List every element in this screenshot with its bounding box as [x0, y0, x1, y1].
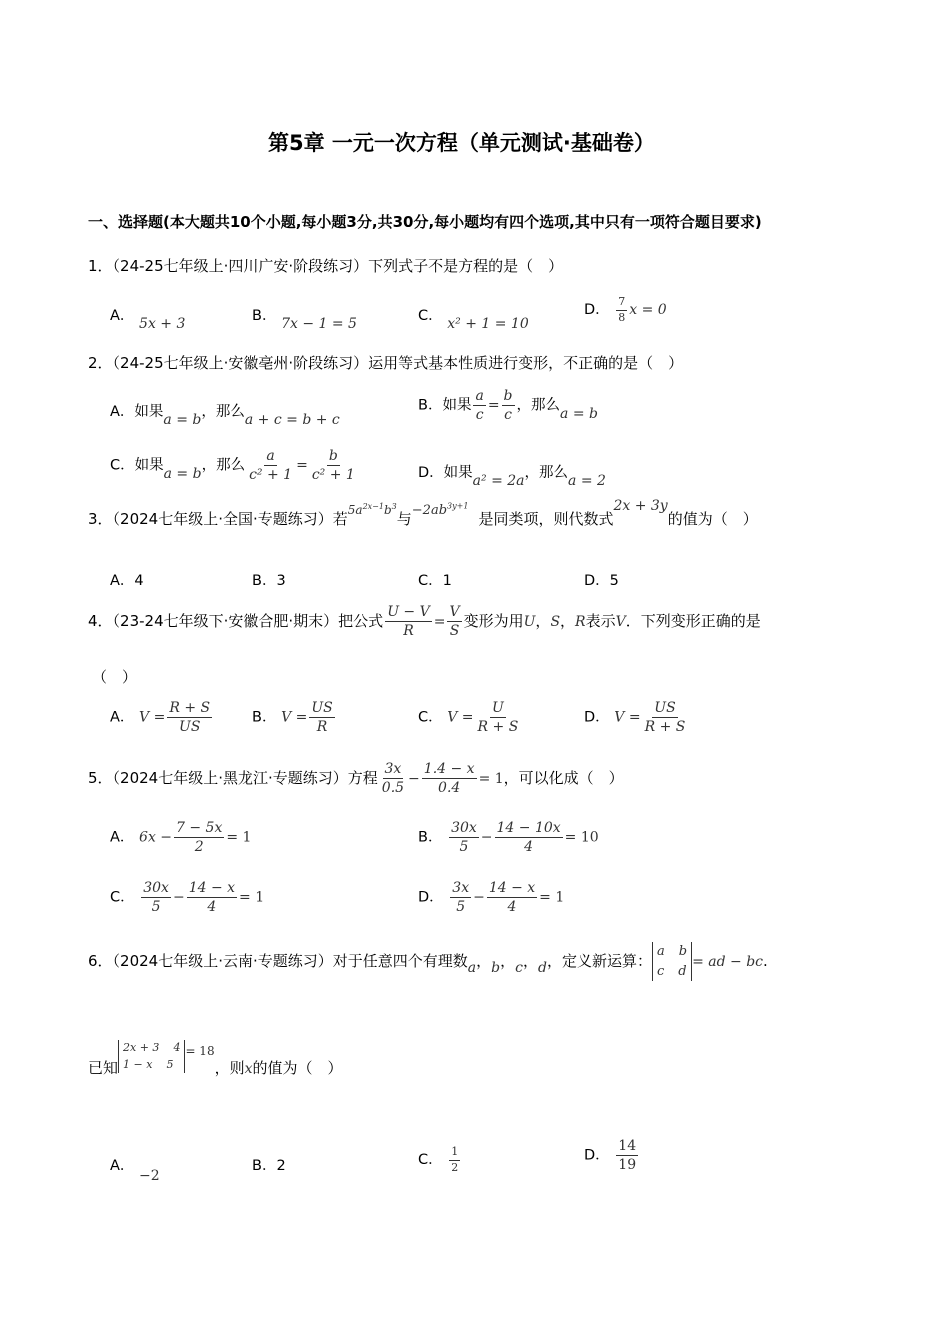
q5-option-a[interactable]: A． 6x − $\frac{7 - 5x}{2}$ = 1: [110, 820, 252, 856]
q4-option-b[interactable]: B． V = $\frac{US}{R}$: [252, 700, 333, 736]
q4-option-a[interactable]: A． V = $\frac{R + S}{US}$: [110, 700, 211, 736]
q2-option-c[interactable]: C．如果a = b，那么 $\frac{a}{\text{c² + 1}}$ = $\frac{b}{\text{c² + 1}}$: [110, 448, 355, 484]
q2-option-d[interactable]: D．如果a² = 2a，那么a = 2: [418, 465, 606, 489]
q5-option-c[interactable]: C． $\frac{30x}{5}$ − $\frac{14 - x}{4}$ = 1: [110, 880, 265, 916]
question-1: [88, 255, 563, 276]
q1-number: 1．: [88, 257, 113, 275]
q2-option-b[interactable]: B．如果 $\frac{a}{c}$ = $\frac{b}{c}$ ，那么a = b: [418, 388, 598, 424]
q1-option-d[interactable]: D． $\frac{7}{8}$ x = 0: [584, 295, 667, 324]
q6-option-b[interactable]: B．2: [252, 1158, 286, 1174]
question-5: 5．（2024七年级上·黑龙江·专题练习）方程 $\frac{3x}{0.5}$ − $\frac{1.4 - x}{0.4}$ = 1，可以化成（ ）: [88, 761, 624, 797]
q2-option-a[interactable]: A．如果a = b，那么a + c = b + c: [110, 404, 340, 428]
q6-option-c[interactable]: C． $\frac{1}{2}$: [418, 1145, 459, 1174]
q3-option-b[interactable]: B．3: [252, 573, 286, 589]
q1-option-b[interactable]: B． 7x − 1 = 5: [252, 308, 357, 332]
question-2: 2．（24-25七年级上·安徽亳州·阶段练习）运用等式基本性质进行变形，不正确的是（ ）: [88, 354, 684, 372]
page-title: 第5章 一元一次方程（单元测试·基础卷）: [268, 131, 655, 155]
q6-option-d[interactable]: D． $\frac{14}{19}$: [584, 1138, 637, 1174]
q4-paren: （ ）: [92, 668, 138, 686]
question-6: 6．（2024七年级上·云南·专题练习）对于任意四个有理数a，b，c，d，定义新运算： a b c d = ad − bc.: [88, 942, 768, 981]
q3-option-d[interactable]: D．5: [584, 573, 619, 589]
q6-given: 已知 2x + 3 4 1 − x 5 $^{= 18}$，则x的值为（ ）: [88, 1041, 343, 1077]
q1-source: （24-25七年级上·四川广安·阶段练习）: [112, 257, 369, 275]
q6-option-a[interactable]: A． −2: [110, 1158, 160, 1184]
q3-option-a[interactable]: A．4: [110, 573, 144, 589]
q5-option-d[interactable]: D． $\frac{3x}{5}$ − $\frac{14 - x}{4}$ = 1: [418, 880, 565, 916]
question-4: 4．（23-24七年级下·安徽合肥·期末）把公式 $\frac{U - V}{R}$ = $\frac{V}{S}$ 变形为用U，S，R表示V．下列变形正确的是: [88, 604, 761, 640]
q5-option-b[interactable]: B． $\frac{30x}{5}$ − $\frac{14 - 10x}{4}$ = 10: [418, 820, 599, 856]
q4-option-d[interactable]: D． V = $\frac{US}{R + S}$: [584, 700, 686, 736]
q1-option-a[interactable]: A． 5x + 3: [110, 308, 186, 332]
q4-option-c[interactable]: C． V = $\frac{U}{R + S}$: [418, 700, 519, 736]
q1-option-c[interactable]: C． x² + 1 = 10: [418, 308, 529, 332]
question-3: 3．（2024七年级上·全国·专题练习）若$^{5a^{2x-1}b^3}$与$-2ab^{3y+1}$是同类项，则代数式2x + 3y的值为（ ）: [88, 498, 758, 528]
q3-option-c[interactable]: C．1: [418, 573, 452, 589]
q1-text: 下列式子不是方程的是（ ）: [368, 257, 564, 275]
section-header: 一、选择题(本大题共10个小题,每小题3分,共30分,每小题均有四个选项,其中只有一项符合题目要求): [88, 213, 762, 231]
